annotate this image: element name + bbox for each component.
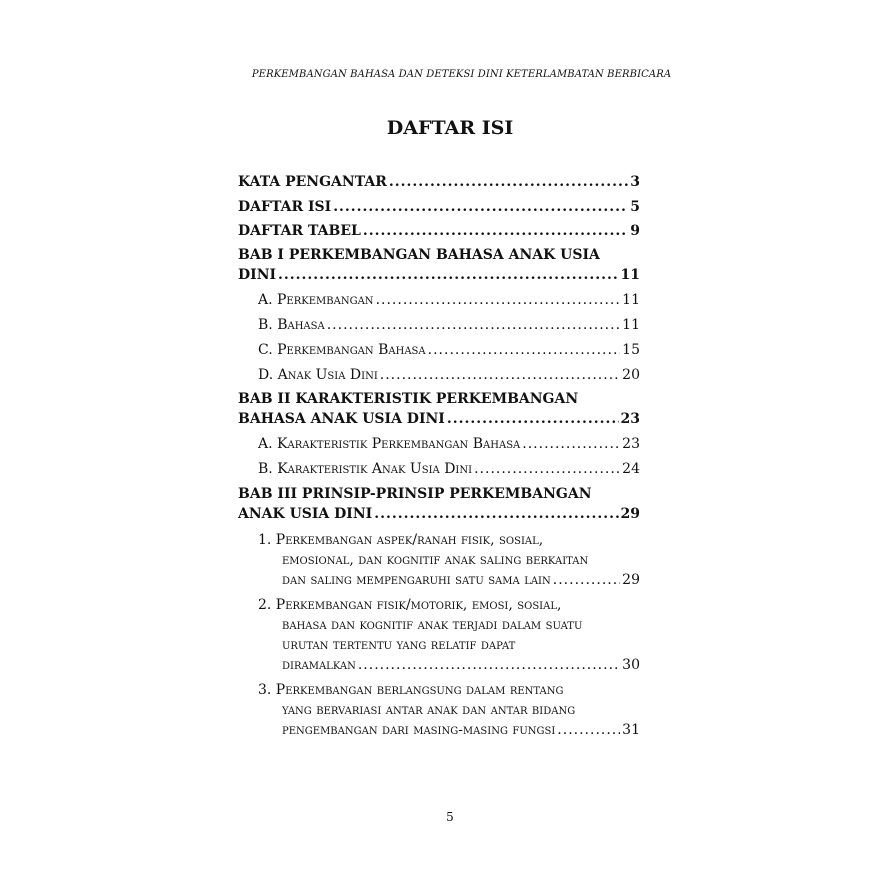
dot-leader [376, 290, 621, 310]
toc-entry[interactable]: B. Bahasa ..... 11 [258, 315, 640, 335]
dot-leader [447, 409, 619, 429]
page-number: 5 [446, 810, 454, 824]
toc-chapter-line[interactable]: BAB III PRINSIP-PRINSIP PERKEMBANGAN [238, 486, 592, 502]
toc-subentry-line[interactable]: bahasa dan kognitif anak terjadi dalam suatu [282, 617, 583, 633]
dot-leader [374, 504, 618, 524]
toc-chapter-line[interactable]: BAB I PERKEMBANGAN BAHASA ANAK USIA [238, 247, 600, 263]
toc-subentry-line[interactable]: 1. Perkembangan aspek/ranah fisik, sosial, [258, 532, 544, 548]
dot-leader [363, 221, 628, 241]
dot-leader [278, 265, 618, 285]
dot-leader [327, 315, 620, 335]
dot-leader [428, 340, 621, 360]
dot-leader [389, 172, 628, 192]
dot-leader [333, 197, 628, 217]
toc-entry[interactable]: A. Perkembangan ..... 11 [258, 290, 640, 310]
toc-entry[interactable]: C. Perkembangan Bahasa ..... 15 [258, 340, 640, 360]
toc-entry[interactable]: BAHASA ANAK USIA DINI ..... 23 [238, 409, 640, 429]
dot-leader [553, 570, 620, 590]
toc-entry[interactable]: pengembangan dari masing-masing fungsi ..... 31 [282, 720, 640, 740]
dot-leader [522, 434, 620, 454]
toc-entry[interactable]: dan saling mempengaruhi satu sama lain ..... 29 [282, 570, 640, 590]
toc-entry[interactable]: diramalkan ..... 30 [282, 655, 640, 675]
toc-entry[interactable]: D. Anak Usia Dini ..... 20 [258, 365, 640, 385]
toc-subentry-line[interactable]: emosional, dan kognitif anak saling berkaitan [282, 552, 589, 568]
dot-leader [358, 655, 620, 675]
toc-entry[interactable]: B. Karakteristik Anak Usia Dini ..... 24 [258, 459, 640, 479]
dot-leader [474, 459, 620, 479]
dot-leader [380, 365, 620, 385]
toc-subentry-line[interactable]: 2. Perkembangan fisik/motorik, emosi, sosial, [258, 597, 562, 613]
toc-entry[interactable]: DINI ..... 11 [238, 265, 640, 285]
toc-subentry-line[interactable]: urutan tertentu yang relatif dapat [282, 637, 516, 653]
toc-chapter-line[interactable]: BAB II KARAKTERISTIK PERKEMBANGAN [238, 391, 579, 407]
toc-subentry-line[interactable]: yang bervariasi antar anak dan antar bidang [282, 702, 576, 718]
dot-leader [557, 720, 620, 740]
toc-subentry-line[interactable]: 3. Perkembangan berlangsung dalam rentang [258, 682, 564, 698]
page-title: DAFTAR ISI [386, 117, 514, 139]
toc-entry[interactable]: DAFTAR TABEL ..... 9 [238, 221, 640, 241]
running-header: PERKEMBANGAN BAHASA DAN DETEKSI DINI KETERLAMBATAN BERBICARA [251, 69, 672, 80]
toc-entry[interactable]: KATA PENGANTAR ..... 3 [238, 172, 640, 192]
toc-entry[interactable]: ANAK USIA DINI ..... 29 [238, 504, 640, 524]
toc-entry[interactable]: A. Karakteristik Perkembangan Bahasa ..... 23 [258, 434, 640, 454]
toc-entry[interactable]: DAFTAR ISI ..... 5 [238, 197, 640, 217]
